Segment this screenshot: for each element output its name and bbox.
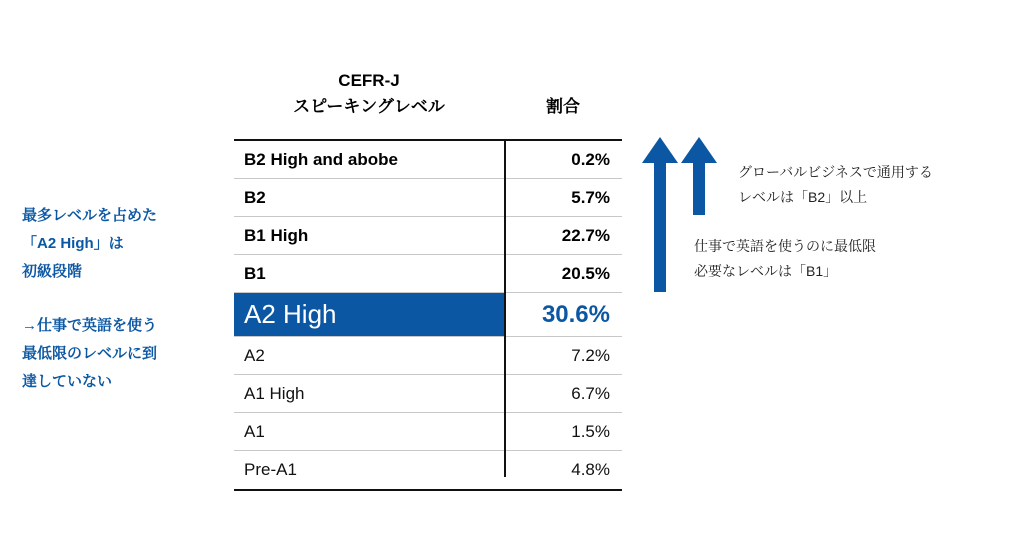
right-annotation-top-line1: グローバルビジネスで通用する	[738, 164, 933, 180]
column-header-ratio	[504, 68, 622, 120]
cell-level: A2	[234, 337, 504, 374]
table-row	[234, 179, 622, 217]
cell-ratio: 5.7%	[571, 187, 610, 207]
table-row	[234, 375, 622, 413]
cell-ratio: 22.7%	[561, 225, 610, 245]
cell-level: B2 High and abobe	[234, 141, 504, 178]
cell-level-highlight: A2 High	[234, 293, 504, 336]
right-annotation-bottom	[694, 234, 994, 284]
column-header-ratio-label: 割合	[546, 97, 580, 116]
cell-level: A1 High	[234, 375, 504, 412]
left-annotation-line6: 達していない	[22, 373, 113, 390]
column-header-level-line2: スピーキングレベル	[293, 97, 445, 116]
cell-level: A1	[234, 413, 504, 450]
table-row	[234, 255, 622, 293]
cefr-level-table	[234, 139, 622, 491]
right-annotation-top-line2: レベルは「B2」以上	[738, 189, 868, 205]
left-annotation	[22, 202, 228, 396]
cell-ratio: 6.7%	[571, 383, 610, 403]
cell-level: B1 High	[234, 217, 504, 254]
cell-ratio: 20.5%	[561, 263, 610, 283]
left-annotation-line1: 最多レベルを占めた	[22, 207, 158, 224]
cell-level: Pre-A1	[234, 451, 504, 489]
column-header-level-line1: CEFR-J	[338, 71, 400, 90]
table-row-highlighted	[234, 293, 622, 337]
cell-ratio: 7.2%	[571, 345, 610, 365]
right-annotation-bottom-line1: 仕事で英語を使うのに最低限	[694, 238, 876, 254]
cell-ratio: 4.8%	[571, 460, 610, 479]
table-column-divider	[504, 139, 506, 477]
column-header-level	[234, 68, 504, 120]
cell-level: B2	[234, 179, 504, 216]
left-annotation-line4: →仕事で英語を使う	[22, 317, 158, 334]
cell-ratio: 1.5%	[571, 421, 610, 441]
table-row	[234, 413, 622, 451]
left-annotation-line2: 「A2 High」は	[22, 235, 124, 252]
up-arrow-icon-short	[679, 137, 719, 215]
right-annotation-bottom-line2: 必要なレベルは「B1」	[694, 263, 838, 279]
table-row	[234, 337, 622, 375]
left-annotation-line5: 最低限のレベルに到	[22, 345, 158, 362]
table-row	[234, 451, 622, 489]
cell-level: B1	[234, 255, 504, 292]
cell-ratio-highlight: 30.6%	[504, 293, 622, 336]
cell-ratio: 0.2%	[571, 149, 610, 169]
left-annotation-line3: 初級段階	[22, 263, 83, 280]
table-row	[234, 141, 622, 179]
up-arrow-icon-long	[640, 137, 680, 292]
table-column-headers	[234, 68, 622, 120]
table-row	[234, 217, 622, 255]
right-annotation-top	[738, 160, 1008, 210]
